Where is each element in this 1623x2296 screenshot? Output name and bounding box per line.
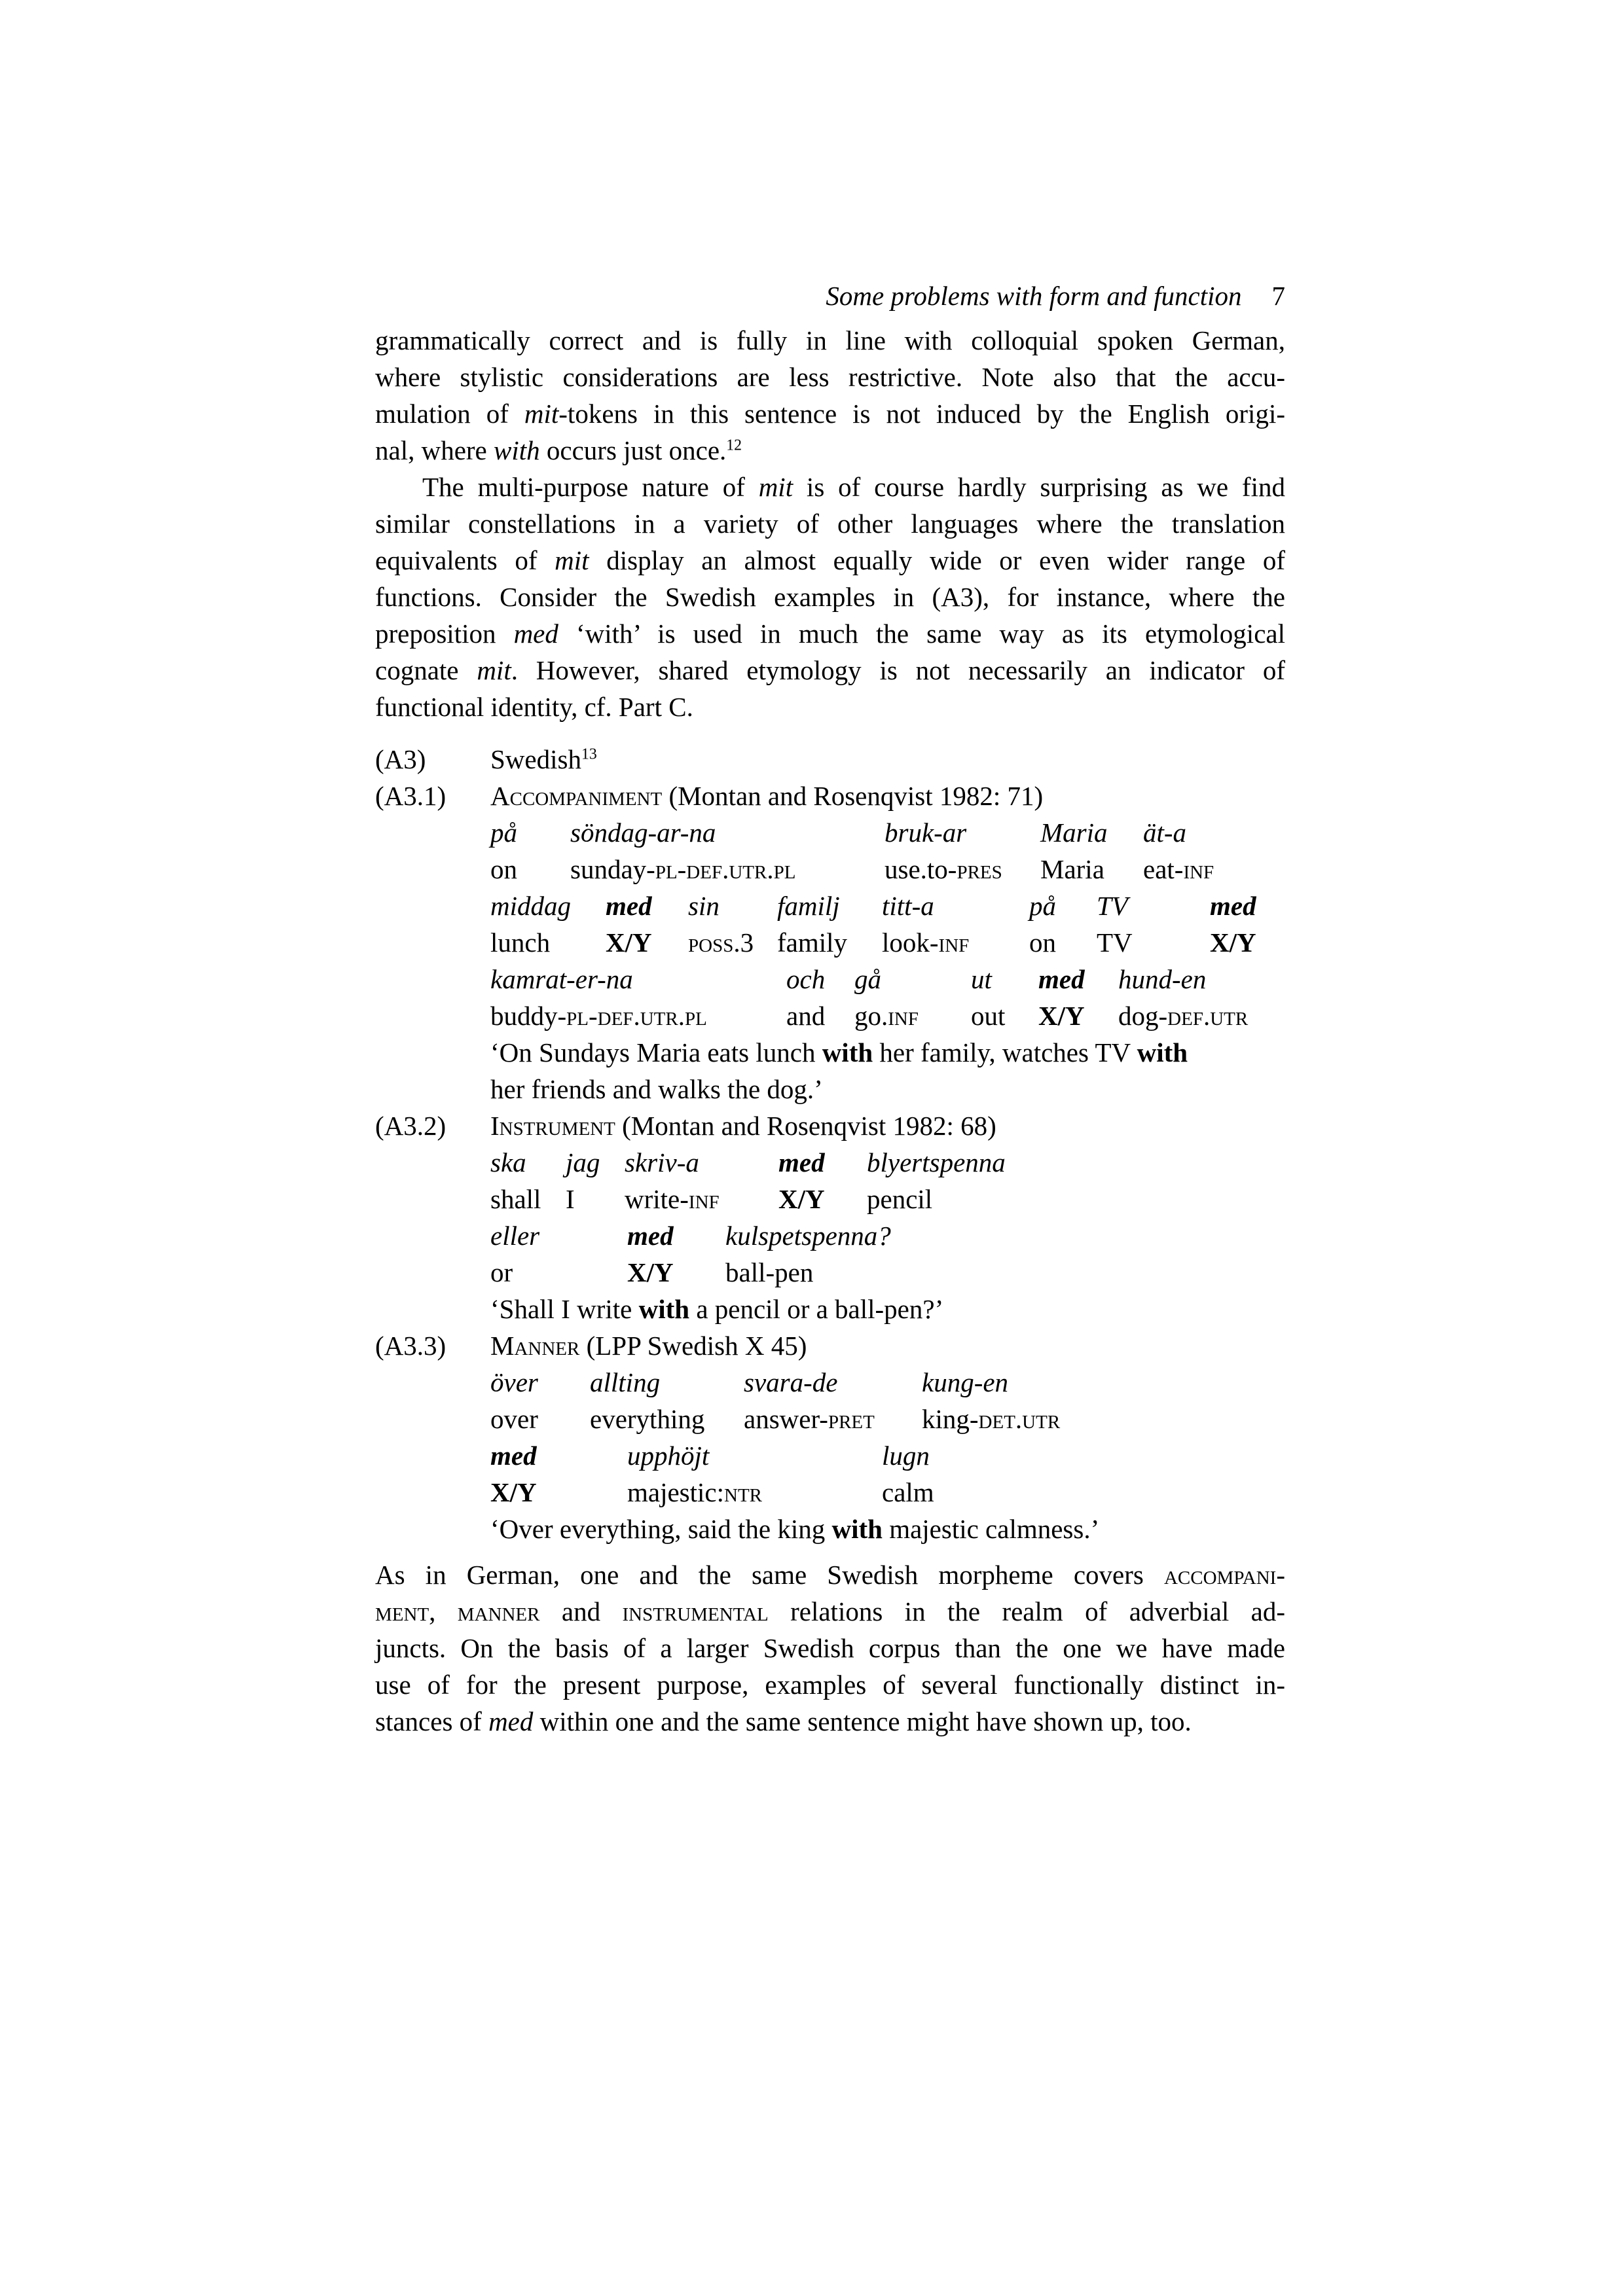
- gloss-line: [1029, 924, 1097, 961]
- word-column: [625, 1144, 778, 1217]
- text-segment: equivalents of: [375, 545, 555, 575]
- text-segment: sunday-: [570, 854, 655, 884]
- source-line: [1029, 888, 1097, 924]
- text-segment: inf: [1183, 854, 1214, 884]
- swedish-word: med: [606, 891, 652, 921]
- source-line: [854, 961, 971, 997]
- swedish-word: bruk-ar: [884, 817, 967, 848]
- text-segment: pl-def.utr.pl: [655, 854, 796, 884]
- text-segment: king-: [922, 1404, 979, 1434]
- text-segment: mit: [524, 399, 559, 429]
- text-segment: on: [490, 854, 517, 884]
- swedish-word: jag: [566, 1147, 600, 1177]
- text-segment: TV: [1097, 927, 1133, 958]
- word-column: [490, 888, 606, 961]
- text-segment: on: [1029, 927, 1056, 958]
- example-label: (A3.1): [375, 781, 447, 811]
- gloss-line: [490, 851, 570, 888]
- source-line: [490, 961, 786, 997]
- swedish-word: gå: [854, 964, 881, 994]
- swedish-word: med: [1210, 891, 1256, 921]
- source-line: [744, 1364, 922, 1401]
- text-segment: inf: [938, 927, 970, 958]
- swedish-word: och: [786, 964, 826, 994]
- text-segment: functional identity, cf. Part C.: [375, 692, 693, 722]
- swedish-word: med: [627, 1221, 674, 1251]
- source-line: [1097, 888, 1210, 924]
- text-segment: mit: [477, 655, 511, 685]
- text-segment: where stylistic considerations are less restrictive. Note also that the accu-: [375, 362, 1285, 392]
- example-heading: [490, 744, 597, 774]
- word-column: [778, 1144, 867, 1217]
- source-line: [1038, 961, 1118, 997]
- source-line: [971, 961, 1038, 997]
- text-segment: pres: [957, 854, 1002, 884]
- swedish-word: TV: [1097, 891, 1128, 921]
- text-segment: her family, watches TV: [873, 1037, 1137, 1067]
- text-segment: X/Y: [1210, 927, 1256, 958]
- swedish-word: med: [778, 1147, 825, 1177]
- text-segment: Swedish: [490, 744, 581, 774]
- text-segment: look-: [882, 927, 939, 958]
- swedish-word: ska: [490, 1147, 526, 1177]
- superscript: 12: [726, 437, 742, 454]
- interlinear-row: [375, 1437, 1285, 1511]
- text-segment: Manner: [490, 1331, 580, 1361]
- word-column: [884, 814, 1040, 888]
- text-line: [375, 505, 1285, 542]
- text-line: [375, 1556, 1285, 1593]
- example-line: [375, 741, 1285, 778]
- source-line: [867, 1144, 1006, 1181]
- text-segment: or: [490, 1257, 513, 1287]
- word-column: [867, 1144, 1006, 1217]
- text-segment: over: [490, 1404, 538, 1434]
- text-segment: pl-def.utr.pl: [566, 1001, 707, 1031]
- swedish-word: över: [490, 1367, 538, 1397]
- text-segment: ball-pen: [725, 1257, 814, 1287]
- source-line: [490, 1364, 590, 1401]
- text-line: [375, 469, 1285, 505]
- source-line: [725, 1217, 891, 1254]
- gloss-line: [882, 924, 1029, 961]
- source-line: [625, 1144, 778, 1181]
- source-line: [627, 1437, 882, 1474]
- gloss-line: [590, 1401, 744, 1437]
- paragraph: [375, 1556, 1285, 1740]
- translation-content: [490, 1037, 1188, 1067]
- page-header: [375, 278, 1285, 314]
- text-segment: go.: [854, 1001, 888, 1031]
- swedish-word: skriv-a: [625, 1147, 699, 1177]
- source-line: [570, 814, 884, 851]
- swedish-word: kamrat-er-na: [490, 964, 633, 994]
- example-heading: [490, 1111, 996, 1141]
- text-segment: mulation of: [375, 399, 524, 429]
- gloss-line: [1038, 997, 1118, 1034]
- word-column: [627, 1437, 882, 1511]
- gloss-line: [884, 851, 1040, 888]
- text-line: [375, 1630, 1285, 1666]
- source-line: [777, 888, 882, 924]
- superscript: 13: [581, 745, 597, 763]
- text-segment: Instrument: [490, 1111, 615, 1141]
- text-segment: functions. Consider the Swedish examples in (A3), for instance, where the: [375, 582, 1285, 612]
- text-segment: stances of: [375, 1706, 489, 1736]
- text-segment: calm: [882, 1477, 934, 1507]
- word-column: [1038, 961, 1118, 1034]
- text-segment: nal, where: [375, 435, 494, 465]
- word-column: [1029, 888, 1097, 961]
- gloss-line: [627, 1474, 882, 1511]
- text-segment: dog-: [1118, 1001, 1168, 1031]
- text-segment: pret: [828, 1404, 875, 1434]
- text-segment: .3: [733, 927, 754, 958]
- example-line: [375, 778, 1285, 814]
- swedish-word: eller: [490, 1221, 540, 1251]
- text-line: [375, 615, 1285, 652]
- text-segment: . However, shared etymology is not necessarily an indicator of: [511, 655, 1286, 685]
- text-segment: ntr: [724, 1477, 763, 1507]
- source-line: [566, 1144, 625, 1181]
- text-segment: with: [1137, 1037, 1188, 1067]
- word-column: [490, 1144, 566, 1217]
- text-segment: X/Y: [1038, 1001, 1085, 1031]
- gloss-line: [1040, 851, 1143, 888]
- text-line: [375, 579, 1285, 615]
- source-line: [922, 1364, 1060, 1401]
- word-column: [882, 1437, 934, 1511]
- text-segment: occurs just once.: [539, 435, 727, 465]
- source-line: [590, 1364, 744, 1401]
- text-line: [375, 432, 1285, 469]
- swedish-word: lugn: [882, 1441, 930, 1471]
- text-segment: within one and the same sentence might have shown up, too.: [533, 1706, 1192, 1736]
- word-column: [590, 1364, 744, 1437]
- swedish-word: familj: [777, 891, 840, 921]
- text-line: [375, 1703, 1285, 1740]
- text-segment: everything: [590, 1404, 705, 1434]
- translation-line: [375, 1511, 1285, 1547]
- word-column: [1097, 888, 1210, 961]
- text-line: [375, 652, 1285, 689]
- swedish-word: på: [1029, 891, 1056, 921]
- word-column: [627, 1217, 725, 1291]
- text-segment: display an almost equally wide or even wider range of: [589, 545, 1285, 575]
- word-column: [566, 1144, 625, 1217]
- swedish-word: med: [490, 1441, 537, 1471]
- swedish-word: upphöjt: [627, 1441, 710, 1471]
- swedish-word: sin: [688, 891, 720, 921]
- gloss-line: [1143, 851, 1214, 888]
- text-segment: with: [638, 1294, 690, 1324]
- text-line: [375, 359, 1285, 395]
- text-segment: write-: [625, 1184, 689, 1214]
- source-line: [884, 814, 1040, 851]
- gloss-line: [566, 1181, 625, 1217]
- text-segment: det.utr: [978, 1404, 1061, 1434]
- text-segment: med: [488, 1706, 534, 1736]
- gloss-line: [490, 1181, 566, 1217]
- text-segment: ‘Over everything, said the king: [490, 1514, 832, 1544]
- source-line: [1118, 961, 1248, 997]
- swedish-word: ät-a: [1143, 817, 1187, 848]
- text-segment: cognate: [375, 655, 477, 685]
- text-line: [375, 395, 1285, 432]
- gloss-line: [625, 1181, 778, 1217]
- swedish-word: svara-de: [744, 1367, 838, 1397]
- page-number: 7: [1271, 281, 1285, 311]
- translation-line: [375, 1291, 1285, 1327]
- text-segment: mit: [555, 545, 589, 575]
- word-column: [1118, 961, 1248, 1034]
- text-segment: ‘Shall I write: [490, 1294, 639, 1324]
- example-label: (A3.2): [375, 1111, 447, 1141]
- text-segment: and: [786, 1001, 826, 1031]
- text-segment: buddy-: [490, 1001, 567, 1031]
- word-column: [854, 961, 971, 1034]
- text-segment: def.utr: [1167, 1001, 1249, 1031]
- word-column: [744, 1364, 922, 1437]
- swedish-word: blyertspenna: [867, 1147, 1006, 1177]
- translation-line: [375, 1034, 1285, 1071]
- text-segment: similar constellations in a variety of other languages where the translation: [375, 509, 1285, 539]
- example-line: [375, 1327, 1285, 1364]
- word-column: [725, 1217, 891, 1291]
- gloss-line: [922, 1401, 1060, 1437]
- word-column: [1143, 814, 1214, 888]
- source-line: [882, 888, 1029, 924]
- source-line: [627, 1217, 725, 1254]
- gloss-line: [1097, 924, 1210, 961]
- word-column: [786, 961, 854, 1034]
- paragraph: [375, 322, 1285, 469]
- interlinear-row: [375, 1364, 1285, 1437]
- content: [375, 322, 1285, 1740]
- text-segment: her friends and walks the dog.’: [490, 1074, 823, 1104]
- word-column: [1040, 814, 1143, 888]
- text-segment: and: [539, 1596, 623, 1626]
- source-line: [490, 1437, 627, 1474]
- text-segment: majestic:: [627, 1477, 725, 1507]
- interlinear-row: [375, 888, 1285, 961]
- text-block: [375, 278, 1285, 1740]
- text-segment: The multi-purpose nature of: [422, 472, 759, 502]
- text-segment: X/Y: [627, 1257, 674, 1287]
- source-line: [490, 1144, 566, 1181]
- text-segment: inf: [888, 1001, 919, 1031]
- text-segment: eat-: [1143, 854, 1184, 884]
- text-segment: Accompaniment: [490, 781, 663, 811]
- word-column: [882, 888, 1029, 961]
- translation-line: [375, 1071, 1285, 1107]
- gloss-line: [867, 1181, 1006, 1217]
- text-segment: accompani-: [1163, 1560, 1285, 1590]
- text-segment: a pencil or a ball-pen?’: [689, 1294, 944, 1324]
- interlinear-row: [375, 814, 1285, 888]
- text-segment: X/Y: [778, 1184, 825, 1214]
- text-segment: majestic calmness.’: [882, 1514, 1100, 1544]
- text-segment: ‘On Sundays Maria eats lunch: [490, 1037, 822, 1067]
- swedish-word: kulspetspenna?: [725, 1221, 891, 1251]
- example-heading: [490, 1331, 807, 1361]
- text-segment: instrumental: [622, 1596, 769, 1626]
- gloss-line: [490, 1401, 590, 1437]
- word-column: [490, 1217, 627, 1291]
- text-segment: pencil: [867, 1184, 933, 1214]
- swedish-word: titt-a: [882, 891, 934, 921]
- word-column: [490, 961, 786, 1034]
- text-segment: grammatically correct and is fully in line with colloquial spoken German,: [375, 325, 1285, 355]
- gloss-line: [725, 1254, 891, 1291]
- word-column: [490, 1364, 590, 1437]
- text-segment: with: [822, 1037, 873, 1067]
- text-segment: (Montan and Rosenqvist 1982: 68): [615, 1111, 996, 1141]
- source-line: [688, 888, 777, 924]
- text-segment: juncts. On the basis of a larger Swedish corpus than the one we have made: [375, 1633, 1285, 1663]
- source-line: [606, 888, 688, 924]
- text-segment: poss: [688, 927, 734, 958]
- text-line: [375, 1666, 1285, 1703]
- word-column: [606, 888, 688, 961]
- example-heading: [490, 781, 1043, 811]
- gloss-line: [971, 997, 1038, 1034]
- text-segment: shall: [490, 1184, 541, 1214]
- text-segment: As in German, one and the same Swedish morpheme covers: [375, 1560, 1164, 1590]
- word-column: [688, 888, 777, 961]
- gloss-line: [490, 997, 786, 1034]
- swedish-word: med: [1038, 964, 1085, 994]
- interlinear-row: [375, 961, 1285, 1034]
- text-segment: preposition: [375, 619, 514, 649]
- text-line: [375, 322, 1285, 359]
- text-line: [375, 1593, 1285, 1630]
- gloss-line: [854, 997, 971, 1034]
- word-column: [490, 1437, 627, 1511]
- gloss-line: [490, 1474, 627, 1511]
- example-line: [375, 1107, 1285, 1144]
- text-segment: family: [777, 927, 848, 958]
- gloss-line: [570, 851, 884, 888]
- gloss-line: [882, 1474, 934, 1511]
- text-segment: ‘with’ is used in much the same way as its etymological: [558, 619, 1285, 649]
- source-line: [1143, 814, 1214, 851]
- text-segment: (LPP Swedish X 45): [579, 1331, 807, 1361]
- interlinear-row: [375, 1144, 1285, 1217]
- source-line: [1040, 814, 1143, 851]
- source-line: [786, 961, 854, 997]
- word-column: [971, 961, 1038, 1034]
- text-segment: inf: [688, 1184, 720, 1214]
- source-line: [882, 1437, 934, 1474]
- text-segment: with: [831, 1514, 883, 1544]
- text-segment: X/Y: [606, 927, 652, 958]
- text-segment: answer-: [744, 1404, 828, 1434]
- text-segment: X/Y: [490, 1477, 537, 1507]
- gloss-line: [786, 997, 854, 1034]
- text-segment: med: [513, 619, 558, 649]
- gloss-line: [490, 1254, 627, 1291]
- swedish-word: kung-en: [922, 1367, 1009, 1397]
- word-column: [570, 814, 884, 888]
- source-line: [778, 1144, 867, 1181]
- text-segment: I: [566, 1184, 575, 1214]
- swedish-word: söndag-ar-na: [570, 817, 716, 848]
- text-segment: -tokens in this sentence is not induced by the English origi-: [558, 399, 1285, 429]
- source-line: [490, 814, 570, 851]
- gloss-line: [777, 924, 882, 961]
- text-segment: lunch: [490, 927, 551, 958]
- translation-content: [490, 1294, 943, 1324]
- paragraph: [375, 469, 1285, 725]
- gloss-line: [490, 924, 606, 961]
- text-segment: out: [971, 1001, 1006, 1031]
- text-segment: ment, manner: [375, 1596, 540, 1626]
- text-segment: with: [494, 435, 540, 465]
- interlinear-row: [375, 1217, 1285, 1291]
- text-segment: is of course hardly surprising as we find: [793, 472, 1285, 502]
- gloss-line: [1118, 997, 1248, 1034]
- text-segment: (Montan and Rosenqvist 1982: 71): [662, 781, 1044, 811]
- gloss-line: [1210, 924, 1256, 961]
- swedish-word: hund-en: [1118, 964, 1207, 994]
- gloss-line: [778, 1181, 867, 1217]
- swedish-word: ut: [971, 964, 992, 994]
- source-line: [1210, 888, 1256, 924]
- text-segment: use.to-: [884, 854, 957, 884]
- text-segment: relations in the realm of adverbial ad-: [768, 1596, 1285, 1626]
- word-column: [922, 1364, 1060, 1437]
- translation-content: [490, 1074, 823, 1104]
- word-column: [777, 888, 882, 961]
- swedish-word: allting: [590, 1367, 661, 1397]
- source-line: [490, 888, 606, 924]
- example-label: (A3): [375, 744, 426, 774]
- gloss-line: [627, 1254, 725, 1291]
- text-segment: use of for the present purpose, examples of several functionally distinct in-: [375, 1670, 1285, 1700]
- gloss-line: [606, 924, 688, 961]
- gloss-line: [744, 1401, 922, 1437]
- running-title: Some problems with form and function: [826, 281, 1242, 311]
- word-column: [490, 814, 570, 888]
- text-segment: Maria: [1040, 854, 1104, 884]
- text-segment: mit: [758, 472, 793, 502]
- gloss-line: [688, 924, 777, 961]
- source-line: [490, 1217, 627, 1254]
- word-column: [1210, 888, 1256, 961]
- text-line: [375, 689, 1285, 725]
- swedish-word: Maria: [1040, 817, 1108, 848]
- example-label: (A3.3): [375, 1331, 447, 1361]
- translation-content: [490, 1514, 1099, 1544]
- text-line: [375, 542, 1285, 579]
- swedish-word: middag: [490, 891, 571, 921]
- swedish-word: på: [490, 817, 517, 848]
